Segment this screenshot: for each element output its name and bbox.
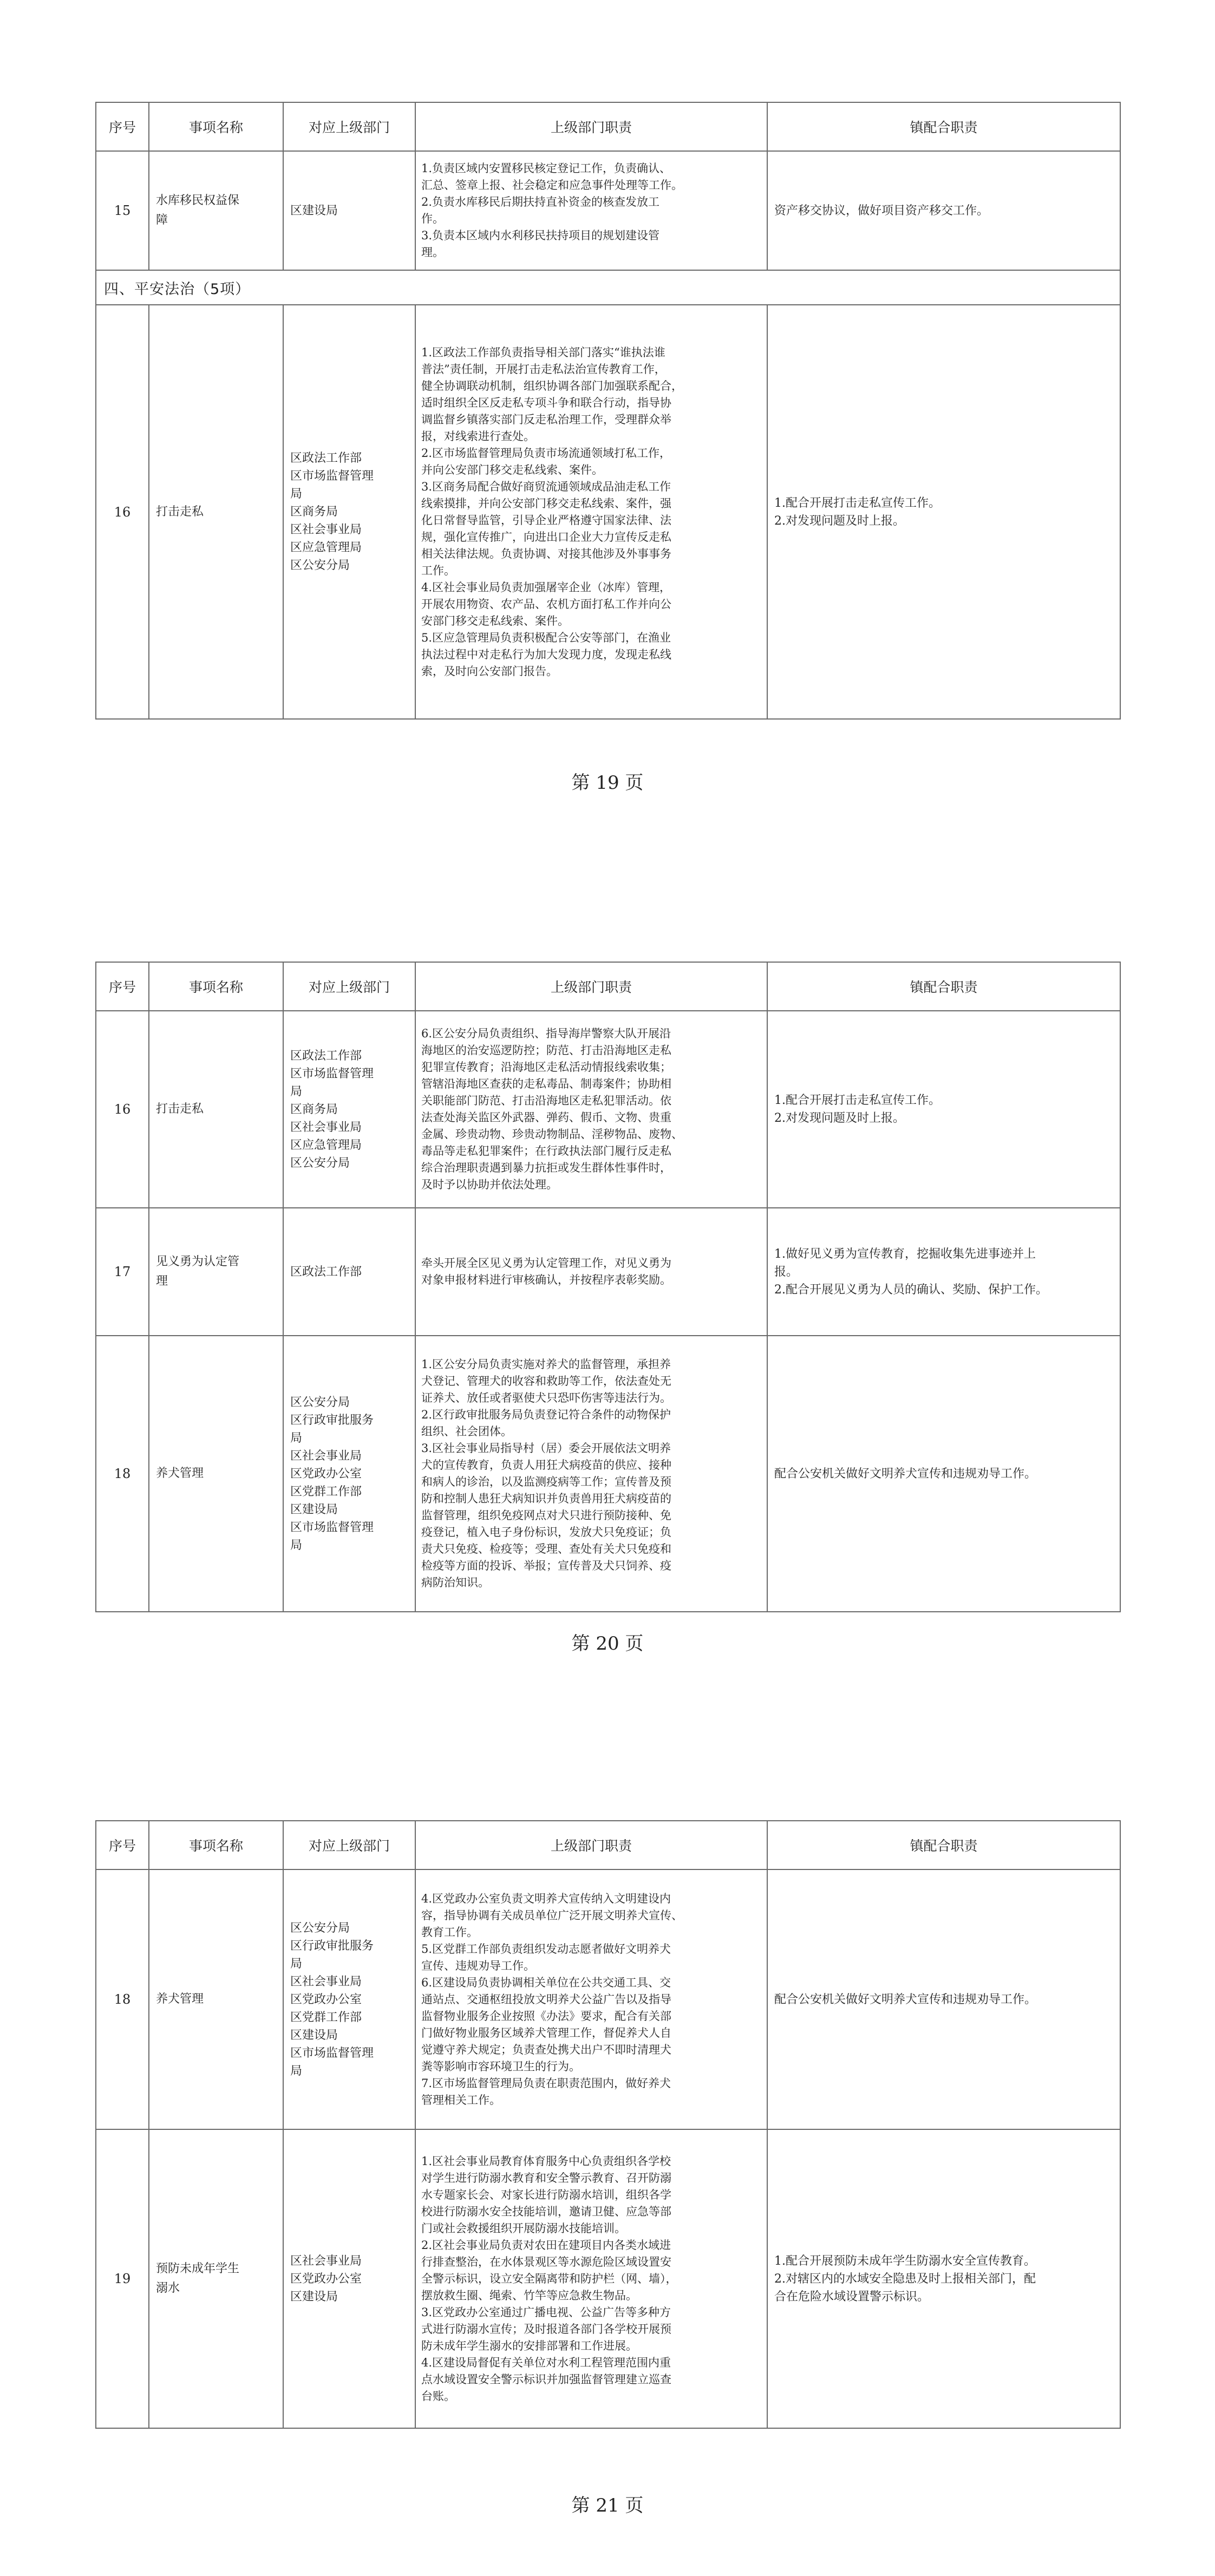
cell-line: 养犬管理: [156, 1467, 204, 1480]
cell-line: 区政法工作部: [290, 1049, 362, 1063]
row-coop: [767, 1011, 1120, 1208]
cell-line: 犬的宣传教育，负责人用狂犬病疫苗的供应、接种: [421, 1459, 671, 1472]
cell-line: 防和控制人患狂犬病知识并负责兽用狂犬病疫苗的: [421, 1492, 671, 1505]
cell-line: 2.对发现问题及时上报。: [774, 1112, 905, 1125]
cell-line: 疫登记，植入电子身份标识，发放犬只免疫证；负: [421, 1526, 671, 1539]
cell-line: 检疫等方面的投诉、举报；宣传普及犬只饲养、疫: [421, 1559, 671, 1572]
cell-line: 对象申报材料进行审核确认，并按程序表彰奖励。: [421, 1273, 671, 1286]
cell-line: 2.配合开展见义勇为人员的确认、奖励、保护工作。: [774, 1283, 1048, 1297]
cell-line: 4.区社会事业局负责加强屠宰企业（冰库）管理，: [421, 580, 671, 594]
cell-line: 区公安分局: [290, 1921, 350, 1935]
row-no: 17: [96, 1208, 149, 1336]
cell-line: 养犬管理: [156, 1992, 204, 2006]
cell-line: 和病人的诊治，以及监测疫病等工作；宣传普及预: [421, 1475, 671, 1488]
cell-line: 管理相关工作。: [421, 2093, 501, 2107]
cell-line: 容，指导协调有关成员单位广泛开展文明养犬宣传、: [421, 1908, 683, 1922]
cell-line: 并向公安部门移交走私线索、案件。: [421, 463, 603, 476]
row-coop: [767, 2129, 1120, 2428]
cell-line: 门做好物业服务区域养犬管理工作，督促养犬人自: [421, 2026, 671, 2039]
cell-line: 区行政审批服务: [290, 1939, 374, 1953]
cell-line: 监督物业服务企业按照《办法》要求，配合有关部: [421, 2009, 671, 2023]
cell-line: 预防未成年学生: [156, 2262, 240, 2276]
cell-line: 报。: [774, 1265, 799, 1279]
cell-line: 化日常督导监管，引导企业严格遵守国家法律、法: [421, 513, 671, 527]
row-dept: [283, 1011, 415, 1208]
cell-line: 普法”责任制，开展打击走私法治宣传教育工作，: [421, 362, 666, 376]
row-dept: [283, 151, 415, 270]
table-row: [96, 305, 1120, 719]
cell-line: 教育工作。: [421, 1925, 478, 1939]
cell-line: 配合公安机关做好文明养犬宣传和违规劝导工作。: [774, 1992, 1037, 2006]
cell-line: 区市场监督管理: [290, 1067, 374, 1081]
row-name: [149, 305, 283, 719]
cell-line: 2.区社会事业局负责对农田在建项目内各类水域进: [421, 2238, 671, 2252]
row-name: [149, 2129, 283, 2428]
cell-line: 1.配合开展打击走私宣传工作。: [774, 1094, 940, 1107]
cell-line: 区建设局: [290, 1502, 338, 1516]
cell-line: 执法过程中对走私行为加大发现力度，发现走私线: [421, 648, 671, 661]
cell-line: 区党政办公室: [290, 1992, 362, 2006]
row-name: [149, 1336, 283, 1612]
row-no: 15: [96, 151, 149, 270]
cell-line: 理。: [421, 246, 444, 259]
cell-line: 溺水: [156, 2281, 180, 2295]
cell-line: 摆放救生圈、绳索、竹竿等应急救生物品。: [421, 2289, 637, 2302]
cell-line: 点水域设置安全警示标识并加强监督管理建立巡查: [421, 2372, 671, 2386]
cell-line: 区社会事业局: [290, 523, 362, 537]
cell-line: 宣传、违规劝导工作。: [421, 1959, 535, 1972]
cell-line: 4.区党政办公室负责文明养犬宣传纳入文明建设内: [421, 1892, 671, 1905]
header-coop: 镇配合职责: [767, 962, 1120, 1011]
header-duty: 上级部门职责: [415, 962, 767, 1011]
header-name: 事项名称: [149, 1821, 283, 1869]
cell-line: 2.对辖区内的水域安全隐患及时上报相关部门，配: [774, 2272, 1036, 2286]
cell-line: 见义勇为认定管: [156, 1255, 240, 1269]
row-duty: [415, 305, 767, 719]
cell-line: 区党群工作部: [290, 2010, 362, 2024]
cell-line: 犯罪宣传教育；沿海地区走私活动情报线索收集；: [421, 1061, 671, 1074]
cell-line: 3.区社会事业局指导村（居）委会开展依法文明养: [421, 1442, 671, 1455]
cell-line: 5.区应急管理局负责积极配合公安等部门，在渔业: [421, 631, 671, 644]
cell-line: 区党政办公室: [290, 2272, 362, 2286]
cell-line: 对学生进行防溺水教育和安全警示教育、召开防溺: [421, 2171, 671, 2185]
header-no: 序号: [96, 1821, 149, 1869]
row-dept: [283, 2129, 415, 2428]
table-page-20: [95, 962, 1121, 1612]
cell-line: 局: [290, 1084, 303, 1099]
row-dept: [283, 1336, 415, 1612]
cell-line: 局: [290, 487, 303, 501]
header-coop: 镇配合职责: [767, 1821, 1120, 1869]
cell-line: 区社会事业局: [290, 1120, 362, 1134]
table-header-row: [96, 962, 1120, 1011]
cell-line: 全警示标识，设立安全隔离带和防护栏（网、墙），: [421, 2272, 677, 2285]
table-header-row: [96, 102, 1120, 151]
cell-line: 区社会事业局: [290, 1975, 362, 1989]
cell-line: 区建设局: [290, 204, 338, 218]
row-coop: [767, 1869, 1120, 2129]
cell-line: 5.区党群工作部负责组织发动志愿者做好文明养犬: [421, 1942, 671, 1956]
row-coop: [767, 1336, 1120, 1612]
cell-line: 水专题家长会、对家长进行防溺水培训，组织各学: [421, 2188, 671, 2201]
row-coop: [767, 1208, 1120, 1336]
cell-line: 线索摸排，并向公安部门移交走私线索、案件，强: [421, 496, 671, 510]
row-name: [149, 1011, 283, 1208]
cell-line: 区应急管理局: [290, 541, 362, 554]
cell-line: 安部门移交走私线索、案件。: [421, 614, 569, 627]
table-row: [96, 1011, 1120, 1208]
page-number: 第 20 页: [571, 1633, 644, 1655]
section-row: [96, 270, 1120, 305]
cell-line: 2.区行政审批服务局负责登记符合条件的动物保护: [421, 1408, 671, 1421]
cell-line: 区党群工作部: [290, 1485, 362, 1499]
table-row: [96, 2129, 1120, 2428]
cell-line: 区市场监督管理: [290, 2046, 374, 2060]
cell-line: 6.区公安分局负责组织、指导海岸警察大队开展沿: [421, 1027, 671, 1040]
cell-line: 区政法工作部: [290, 1265, 362, 1279]
cell-line: 金属、珍贵动物、珍贵动物制品、淫秽物品、废物、: [421, 1128, 683, 1141]
cell-line: 3.区商务局配合做好商贸流通领域成品油走私工作: [421, 480, 671, 493]
cell-line: 毒品等走私犯罪案件；在行政执法部门履行反走私: [421, 1145, 671, 1158]
cell-line: 2.负责水库移民后期扶持直补资金的核查发放工: [421, 195, 660, 208]
header-coop: 镇配合职责: [767, 102, 1120, 151]
header-no: 序号: [96, 102, 149, 151]
cell-line: 式进行防溺水宣传；及时报道各部门各学校开展预: [421, 2322, 671, 2336]
cell-line: 区社会事业局: [290, 1449, 362, 1463]
row-duty: [415, 1869, 767, 2129]
cell-line: 1.负责区域内安置移民核定登记工作，负责确认、: [421, 162, 671, 175]
cell-line: 组织、社会团体。: [421, 1425, 512, 1438]
header-name: 事项名称: [149, 102, 283, 151]
cell-line: 障: [156, 213, 168, 227]
row-coop: [767, 305, 1120, 719]
cell-line: 打击走私: [156, 1102, 204, 1116]
cell-line: 3.负责本区域内水利移民扶持项目的规划建设管: [421, 229, 660, 242]
cell-line: 粪等影响市容环境卫生的行为。: [421, 2060, 580, 2073]
cell-line: 2.区市场监督管理局负责市场流通领域打私工作，: [421, 446, 671, 460]
cell-line: 相关法律法规。负责协调、对接其他涉及外事事务: [421, 547, 671, 560]
cell-line: 病防治知识。: [421, 1576, 489, 1589]
row-dept: [283, 1869, 415, 2129]
cell-line: 区建设局: [290, 2028, 338, 2042]
cell-line: 校进行防溺水安全技能培训，邀请卫健、应急等部: [421, 2205, 671, 2218]
cell-line: 证养犬、放任或者驱使犬只恐吓伤害等违法行为。: [421, 1391, 671, 1404]
cell-line: 区市场监督管理: [290, 469, 374, 483]
cell-line: 水库移民权益保: [156, 194, 240, 207]
cell-line: 法查处海关监区外武器、弹药、假币、文物、贵重: [421, 1111, 671, 1124]
cell-line: 门或社会救援组织开展防溺水技能培训。: [421, 2221, 626, 2235]
cell-line: 区公安分局: [290, 1395, 350, 1409]
row-dept: [283, 1208, 415, 1336]
cell-line: 资产移交协议，做好项目资产移交工作。: [774, 204, 989, 218]
cell-line: 区商务局: [290, 505, 338, 519]
cell-line: 作。: [421, 212, 444, 225]
table-row: [96, 1869, 1120, 2129]
cell-line: 理: [156, 1274, 168, 1288]
cell-line: 台账。: [421, 2389, 455, 2403]
cell-line: 局: [290, 1431, 303, 1445]
cell-line: 监督管理，组织免疫网点对犬只进行预防接种、免: [421, 1509, 671, 1522]
cell-line: 局: [290, 1957, 303, 1971]
cell-line: 区建设局: [290, 2290, 338, 2304]
cell-line: 综合治理职责遇到暴力抗拒或发生群体性事件时，: [421, 1161, 671, 1174]
cell-line: 工作。: [421, 564, 455, 577]
cell-line: 合在危险水域设置警示标识。: [774, 2290, 930, 2304]
cell-line: 1.配合开展打击走私宣传工作。: [774, 496, 940, 510]
row-no: 19: [96, 2129, 149, 2428]
cell-line: 区市场监督管理: [290, 1520, 374, 1534]
cell-line: 通站点、交通枢纽投放文明养犬公益广告以及指导: [421, 1992, 671, 2006]
cell-line: 责犬只免疫、检疫等；受理、查处有关犬只免疫和: [421, 1542, 671, 1555]
cell-line: 觉遵守养犬规定；负责查处携犬出户不即时清理犬: [421, 2043, 671, 2056]
row-name: [149, 1869, 283, 2129]
row-duty: [415, 2129, 767, 2428]
row-no: 16: [96, 1011, 149, 1208]
page-number: 第 19 页: [571, 772, 644, 794]
cell-line: 区公安分局: [290, 559, 350, 572]
row-duty: [415, 1011, 767, 1208]
row-duty: [415, 1336, 767, 1612]
cell-line: 1.区公安分局负责实施对养犬的监督管理，承担养: [421, 1358, 671, 1371]
cell-line: 健全协调联动机制，组织协调各部门加强联系配合，: [421, 379, 683, 393]
cell-line: 区商务局: [290, 1102, 338, 1116]
row-no: 16: [96, 305, 149, 719]
row-name: [149, 151, 283, 270]
cell-line: 7.区市场监督管理局负责在职责范围内，做好养犬: [421, 2076, 671, 2090]
cell-line: 报，对线索进行查处。: [421, 429, 535, 443]
cell-line: 2.对发现问题及时上报。: [774, 514, 905, 528]
cell-line: 海地区的治安巡逻防控；防范、打击沿海地区走私: [421, 1044, 671, 1057]
cell-line: 牵头开展全区见义勇为认定管理工作，对见义勇为: [421, 1257, 671, 1270]
cell-line: 适时组织全区反走私专项斗争和联合行动，指导协: [421, 396, 671, 409]
row-name: [149, 1208, 283, 1336]
row-duty: [415, 151, 767, 270]
page-number: 第 21 页: [571, 2495, 644, 2516]
cell-line: 汇总、签章上报、社会稳定和应急事件处理等工作。: [421, 179, 683, 192]
row-duty: [415, 1208, 767, 1336]
cell-line: 及时予以协助并依法处理。: [421, 1178, 558, 1191]
cell-line: 局: [290, 2064, 303, 2078]
table-header-row: [96, 1821, 1120, 1869]
cell-line: 行排查整治，在水体景观区等水源危险区域设置安: [421, 2255, 671, 2268]
header-dept: 对应上级部门: [283, 102, 415, 151]
table-page-19: [95, 102, 1121, 720]
cell-line: 1.区社会事业局教育体育服务中心负责组织各学校: [421, 2154, 671, 2168]
row-coop: [767, 151, 1120, 270]
cell-line: 区政法工作部: [290, 452, 362, 465]
cell-line: 区党政办公室: [290, 1467, 362, 1481]
row-no: 18: [96, 1336, 149, 1612]
cell-line: 1.区政法工作部负责指导相关部门落实“谁执法谁: [421, 345, 665, 359]
cell-line: 管辖沿海地区查获的走私毒品、制毒案件；协助相: [421, 1077, 671, 1090]
table-row: [96, 151, 1120, 270]
cell-line: 3.区党政办公室通过广播电视、公益广告等多种方: [421, 2305, 671, 2319]
cell-line: 6.区建设局负责协调相关单位在公共交通工具、交: [421, 1976, 671, 1989]
header-name: 事项名称: [149, 962, 283, 1011]
table-row: [96, 1336, 1120, 1612]
cell-line: 索，及时向公安部门报告。: [421, 664, 558, 678]
header-dept: 对应上级部门: [283, 962, 415, 1011]
cell-line: 配合公安机关做好文明养犬宣传和违规劝导工作。: [774, 1467, 1037, 1481]
section-title: 四、平安法治（5项）: [96, 270, 1120, 305]
row-dept: [283, 305, 415, 719]
cell-line: 区应急管理局: [290, 1138, 362, 1152]
header-duty: 上级部门职责: [415, 1821, 767, 1869]
row-no: 18: [96, 1869, 149, 2129]
cell-line: 1.配合开展预防未成年学生防溺水安全宣传教育。: [774, 2254, 1036, 2268]
cell-line: 区公安分局: [290, 1156, 350, 1170]
header-no: 序号: [96, 962, 149, 1011]
cell-line: 区行政审批服务: [290, 1413, 374, 1427]
cell-line: 犬登记、管理犬的收容和救助等工作，依法查处无: [421, 1375, 671, 1388]
cell-line: 调监督乡镇落实部门反走私治理工作，受理群众举: [421, 413, 671, 426]
cell-line: 规，强化宣传推广，向进出口企业大力宣传反走私: [421, 530, 671, 544]
cell-line: 开展农用物资、农产品、农机方面打私工作并向公: [421, 597, 671, 611]
cell-line: 关职能部门防范、打击沿海地区走私犯罪活动。依: [421, 1094, 671, 1107]
header-duty: 上级部门职责: [415, 102, 767, 151]
cell-line: 4.区建设局督促有关单位对水利工程管理范围内重: [421, 2356, 671, 2369]
table-page-21: [95, 1820, 1121, 2429]
table-row: [96, 1208, 1120, 1336]
header-dept: 对应上级部门: [283, 1821, 415, 1869]
cell-line: 打击走私: [156, 505, 204, 519]
cell-line: 局: [290, 1538, 303, 1552]
cell-line: 区社会事业局: [290, 2254, 362, 2268]
cell-line: 1.做好见义勇为宣传教育，挖掘收集先进事迹并上: [774, 1247, 1036, 1261]
cell-line: 防未成年学生溺水的安排部署和工作进展。: [421, 2339, 637, 2352]
